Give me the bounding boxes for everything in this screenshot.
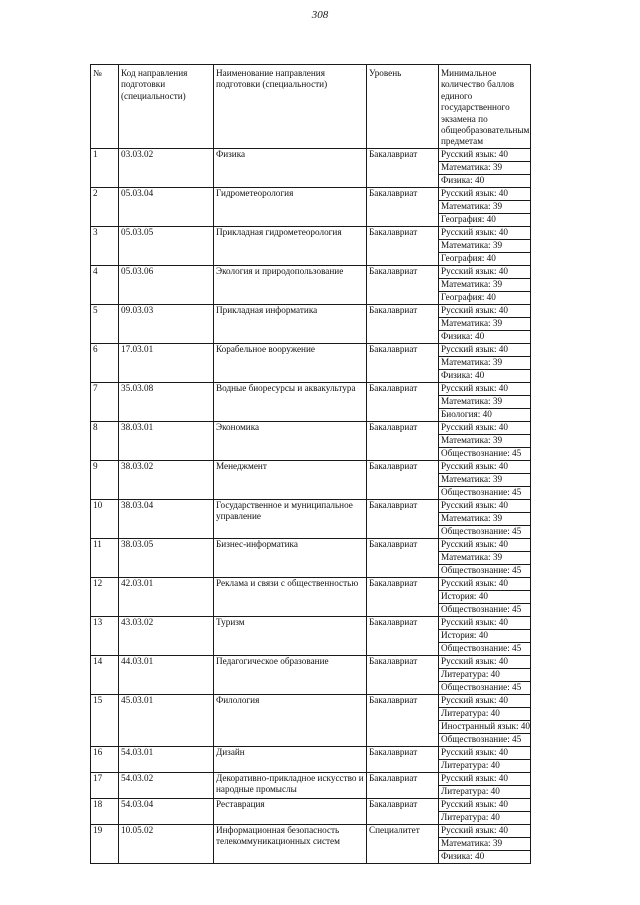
row-number: 13 xyxy=(91,616,119,655)
row-name: Корабельное вооружение xyxy=(214,343,367,382)
row-score: Обществознание: 45 xyxy=(439,603,531,616)
row-number: 12 xyxy=(91,577,119,616)
row-code: 44.03.01 xyxy=(119,655,214,694)
row-level: Бакалавриат xyxy=(367,746,439,772)
row-code: 38.03.01 xyxy=(119,421,214,460)
row-number: 3 xyxy=(91,226,119,265)
row-score: Математика: 39 xyxy=(439,200,531,213)
row-level: Бакалавриат xyxy=(367,798,439,824)
row-number: 17 xyxy=(91,772,119,798)
row-score: Математика: 39 xyxy=(439,239,531,252)
header-name: Наименование направления подготовки (специальности) xyxy=(214,65,367,149)
row-score: Русский язык: 40 xyxy=(439,343,531,356)
row-level: Бакалавриат xyxy=(367,772,439,798)
row-name: Прикладная информатика xyxy=(214,304,367,343)
row-score: Обществознание: 45 xyxy=(439,447,531,460)
row-score: Обществознание: 45 xyxy=(439,525,531,538)
row-name: Филология xyxy=(214,694,367,746)
row-score: Русский язык: 40 xyxy=(439,746,531,759)
row-score: Математика: 39 xyxy=(439,356,531,369)
row-name: Физика xyxy=(214,148,367,187)
row-score: Математика: 39 xyxy=(439,278,531,291)
row-level: Бакалавриат xyxy=(367,577,439,616)
row-number: 1 xyxy=(91,148,119,187)
table-body xyxy=(91,148,531,863)
row-score: Математика: 39 xyxy=(439,161,531,174)
row-name: Информационная безопасность телекоммуникационных систем xyxy=(214,824,367,863)
row-score: Русский язык: 40 xyxy=(439,616,531,629)
row-score: Русский язык: 40 xyxy=(439,538,531,551)
row-name: Реклама и связи с общественностью xyxy=(214,577,367,616)
row-score: Русский язык: 40 xyxy=(439,382,531,395)
table-row xyxy=(91,616,531,629)
table-row xyxy=(91,382,531,395)
row-number: 6 xyxy=(91,343,119,382)
row-score: Биология: 40 xyxy=(439,408,531,421)
row-code: 54.03.02 xyxy=(119,772,214,798)
row-level: Бакалавриат xyxy=(367,655,439,694)
row-level: Бакалавриат xyxy=(367,226,439,265)
row-code: 43.03.02 xyxy=(119,616,214,655)
row-name: Декоративно-прикладное искусство и народные промыслы xyxy=(214,772,367,798)
row-level: Бакалавриат xyxy=(367,616,439,655)
row-name: Бизнес-информатика xyxy=(214,538,367,577)
table-row xyxy=(91,226,531,239)
row-name: Водные биоресурсы и аквакультура xyxy=(214,382,367,421)
row-level: Бакалавриат xyxy=(367,499,439,538)
row-name: Менеджмент xyxy=(214,460,367,499)
header-num: № xyxy=(91,65,119,149)
row-level: Бакалавриат xyxy=(367,382,439,421)
row-code: 38.03.02 xyxy=(119,460,214,499)
row-level: Бакалавриат xyxy=(367,694,439,746)
row-score: Обществознание: 45 xyxy=(439,733,531,746)
row-score: Математика: 39 xyxy=(439,512,531,525)
row-name: Экология и природопользование xyxy=(214,265,367,304)
page-number: 308 xyxy=(311,9,329,21)
row-code: 35.03.08 xyxy=(119,382,214,421)
table-row xyxy=(91,460,531,473)
row-score: Русский язык: 40 xyxy=(439,694,531,707)
row-name: Реставрация xyxy=(214,798,367,824)
row-code: 03.03.02 xyxy=(119,148,214,187)
row-number: 14 xyxy=(91,655,119,694)
row-score: Физика: 40 xyxy=(439,330,531,343)
row-name: Экономика xyxy=(214,421,367,460)
row-name: Прикладная гидрометеорология xyxy=(214,226,367,265)
row-code: 54.03.04 xyxy=(119,798,214,824)
row-number: 5 xyxy=(91,304,119,343)
row-level: Специалитет xyxy=(367,824,439,863)
row-code: 42.03.01 xyxy=(119,577,214,616)
row-score: География: 40 xyxy=(439,213,531,226)
row-level: Бакалавриат xyxy=(367,265,439,304)
row-score: Обществознание: 45 xyxy=(439,486,531,499)
row-code: 05.03.05 xyxy=(119,226,214,265)
row-score: Русский язык: 40 xyxy=(439,824,531,837)
row-number: 9 xyxy=(91,460,119,499)
row-score: Литература: 40 xyxy=(439,759,531,772)
table-row xyxy=(91,499,531,512)
row-score: Русский язык: 40 xyxy=(439,304,531,317)
table-row xyxy=(91,421,531,434)
table-row xyxy=(91,694,531,707)
table-row xyxy=(91,265,531,278)
row-level: Бакалавриат xyxy=(367,343,439,382)
table-row xyxy=(91,538,531,551)
row-score: География: 40 xyxy=(439,291,531,304)
row-score: Литература: 40 xyxy=(439,707,531,720)
row-number: 19 xyxy=(91,824,119,863)
header-code: Код направления подготовки (специальности) xyxy=(119,65,214,149)
row-level: Бакалавриат xyxy=(367,148,439,187)
row-number: 11 xyxy=(91,538,119,577)
table-row xyxy=(91,304,531,317)
table-row xyxy=(91,746,531,759)
row-score: История: 40 xyxy=(439,590,531,603)
row-name: Туризм xyxy=(214,616,367,655)
row-score: Обществознание: 45 xyxy=(439,564,531,577)
row-score: Русский язык: 40 xyxy=(439,655,531,668)
table-row xyxy=(91,824,531,837)
row-score: Математика: 39 xyxy=(439,551,531,564)
row-code: 38.03.04 xyxy=(119,499,214,538)
row-score: География: 40 xyxy=(439,252,531,265)
row-code: 17.03.01 xyxy=(119,343,214,382)
row-code: 54.03.01 xyxy=(119,746,214,772)
table-row xyxy=(91,772,531,785)
row-name: Педагогическое образование xyxy=(214,655,367,694)
row-score: Русский язык: 40 xyxy=(439,148,531,161)
row-score: Русский язык: 40 xyxy=(439,798,531,811)
row-code: 05.03.06 xyxy=(119,265,214,304)
row-score: История: 40 xyxy=(439,629,531,642)
row-number: 15 xyxy=(91,694,119,746)
row-score: Русский язык: 40 xyxy=(439,460,531,473)
row-level: Бакалавриат xyxy=(367,460,439,499)
row-score: Литература: 40 xyxy=(439,785,531,798)
row-name: Государственное и муниципальное управление xyxy=(214,499,367,538)
header-level: Уровень xyxy=(367,65,439,149)
table-header-row xyxy=(91,65,531,149)
row-score: Математика: 39 xyxy=(439,837,531,850)
row-code: 05.03.04 xyxy=(119,187,214,226)
admission-scores-table xyxy=(90,64,531,864)
row-level: Бакалавриат xyxy=(367,187,439,226)
row-level: Бакалавриат xyxy=(367,538,439,577)
table-row xyxy=(91,798,531,811)
table-row xyxy=(91,577,531,590)
row-code: 45.03.01 xyxy=(119,694,214,746)
row-code: 10.05.02 xyxy=(119,824,214,863)
row-score: Физика: 40 xyxy=(439,369,531,382)
row-code: 38.03.05 xyxy=(119,538,214,577)
row-score: Математика: 39 xyxy=(439,395,531,408)
row-level: Бакалавриат xyxy=(367,421,439,460)
row-score: Математика: 39 xyxy=(439,473,531,486)
row-name: Гидрометеорология xyxy=(214,187,367,226)
row-name: Дизайн xyxy=(214,746,367,772)
row-number: 10 xyxy=(91,499,119,538)
row-score: Обществознание: 45 xyxy=(439,642,531,655)
row-score: Иностранный язык: 40 xyxy=(439,720,531,733)
row-score: Русский язык: 40 xyxy=(439,421,531,434)
row-code: 09.03.03 xyxy=(119,304,214,343)
row-score: Русский язык: 40 xyxy=(439,265,531,278)
table-row xyxy=(91,187,531,200)
row-number: 7 xyxy=(91,382,119,421)
row-number: 18 xyxy=(91,798,119,824)
row-score: Обществознание: 45 xyxy=(439,681,531,694)
row-score: Литература: 40 xyxy=(439,668,531,681)
row-score: Русский язык: 40 xyxy=(439,499,531,512)
table-row xyxy=(91,148,531,161)
row-score: Математика: 39 xyxy=(439,434,531,447)
row-score: Русский язык: 40 xyxy=(439,187,531,200)
row-score: Литература: 40 xyxy=(439,811,531,824)
row-score: Физика: 40 xyxy=(439,174,531,187)
row-score: Русский язык: 40 xyxy=(439,772,531,785)
table-row xyxy=(91,655,531,668)
row-score: Русский язык: 40 xyxy=(439,226,531,239)
table-row xyxy=(91,343,531,356)
row-number: 4 xyxy=(91,265,119,304)
header-scores: Минимальное количество баллов единого государственного экзамена по общеобразовательным предметам xyxy=(439,65,531,149)
row-level: Бакалавриат xyxy=(367,304,439,343)
row-number: 2 xyxy=(91,187,119,226)
row-score: Физика: 40 xyxy=(439,850,531,863)
row-number: 16 xyxy=(91,746,119,772)
row-score: Русский язык: 40 xyxy=(439,577,531,590)
row-number: 8 xyxy=(91,421,119,460)
row-score: Математика: 39 xyxy=(439,317,531,330)
